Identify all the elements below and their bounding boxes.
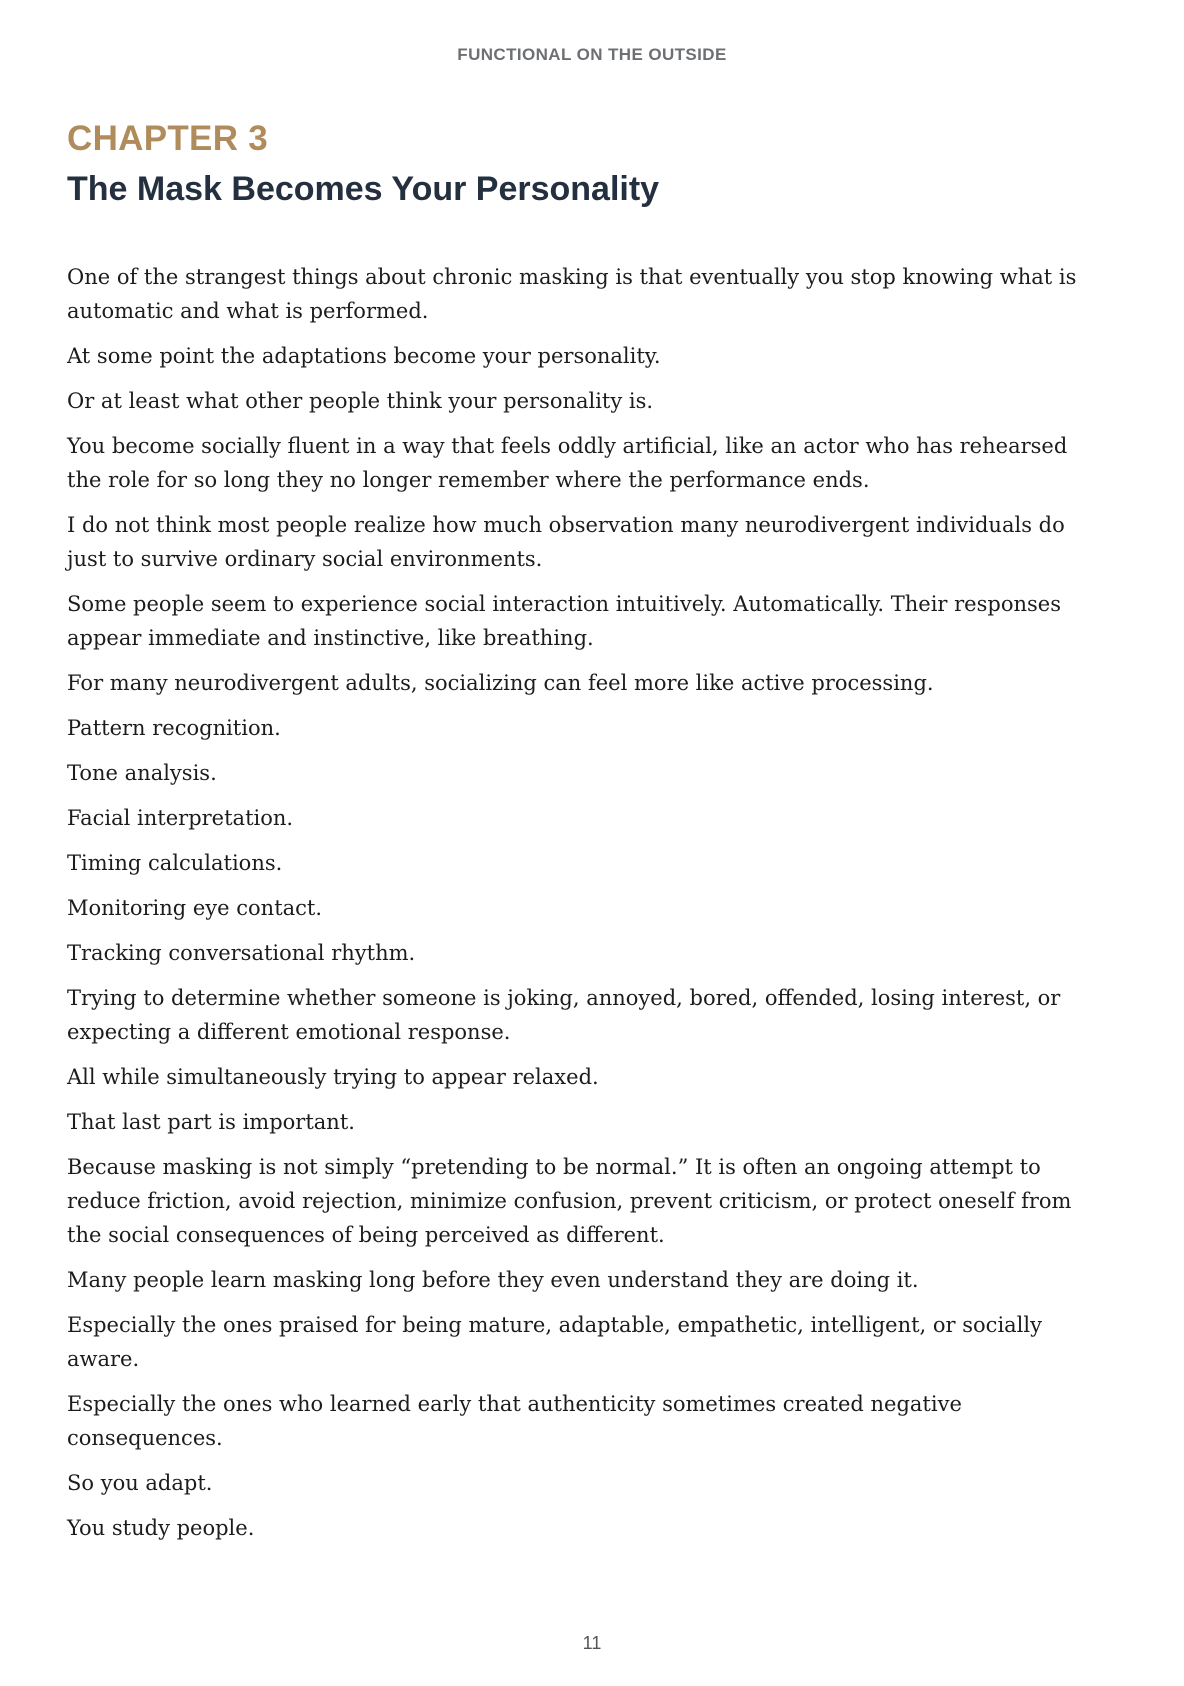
chapter-body	[67, 260, 1077, 1556]
paragraph: Timing calculations.	[67, 851, 283, 875]
chapter-title: The Mask Becomes Your Personality	[67, 170, 660, 208]
paragraph: I do not think most people realize how much observation many neurodivergent individuals do just to survive ordinary social environments.	[67, 513, 1065, 571]
paragraph: So you adapt.	[67, 1471, 213, 1495]
page-number: 11	[582, 1633, 602, 1653]
paragraph: At some point the adaptations become your personality.	[67, 344, 661, 368]
paragraph: You become socially fluent in a way that feels oddly artificial, like an actor who has rehearsed the role for so long they no longer remember where the performance ends.	[67, 434, 1068, 492]
paragraph: That last part is important.	[67, 1110, 355, 1134]
paragraph: Especially the ones who learned early that authenticity sometimes created negative consequences.	[67, 1392, 962, 1450]
paragraph: Or at least what other people think your personality is.	[67, 389, 654, 413]
paragraph: Trying to determine whether someone is joking, annoyed, bored, offended, losing interest, or expecting a different emotional response.	[67, 986, 1061, 1044]
paragraph: You study people.	[67, 1516, 255, 1540]
paragraph: Many people learn masking long before they even understand they are doing it.	[67, 1268, 919, 1292]
paragraph: Tracking conversational rhythm.	[67, 941, 416, 965]
paragraph: Tone analysis.	[67, 761, 217, 785]
paragraph: One of the strangest things about chronic masking is that eventually you stop knowing what is automatic and what is performed.	[67, 265, 1077, 323]
paragraph: For many neurodivergent adults, socializing can feel more like active processing.	[67, 671, 934, 695]
paragraph: Monitoring eye contact.	[67, 896, 323, 920]
paragraph: Especially the ones praised for being mature, adaptable, empathetic, intelligent, or socially aware.	[67, 1313, 1042, 1371]
running-header: FUNCTIONAL ON THE OUTSIDE	[457, 45, 727, 64]
paragraph: Pattern recognition.	[67, 716, 281, 740]
paragraph: All while simultaneously trying to appear relaxed.	[67, 1065, 599, 1089]
paragraph: Facial interpretation.	[67, 806, 294, 830]
chapter-label: CHAPTER 3	[67, 119, 269, 158]
paragraph: Some people seem to experience social interaction intuitively. Automatically. Their responses appear immediate and instinctive, like breathing.	[67, 592, 1061, 650]
paragraph: Because masking is not simply “pretending to be normal.” It is often an ongoing attempt to reduce friction, avoid rejection, minimize confusion, prevent criticism, or protect oneself from the social consequences of being perceived as different.	[67, 1155, 1072, 1247]
